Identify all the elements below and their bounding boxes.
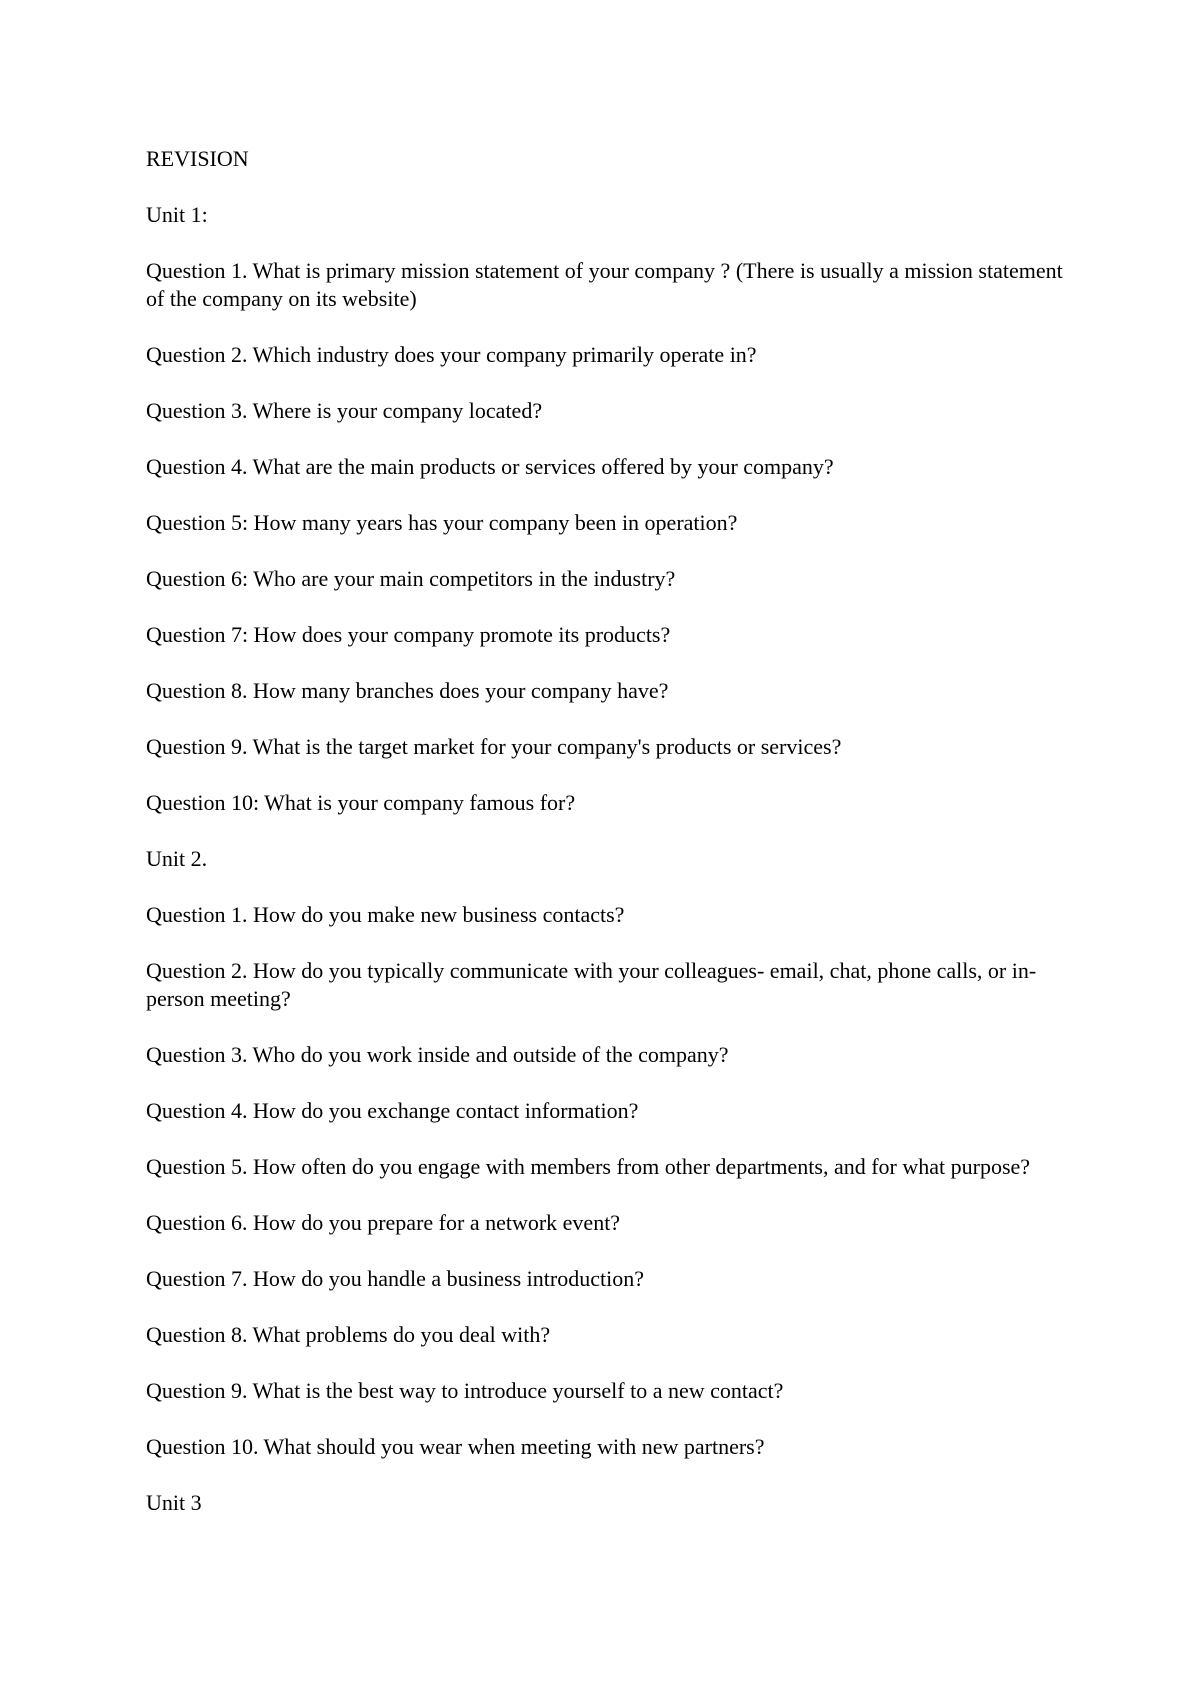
unit-2-heading: Unit 2. xyxy=(146,846,208,871)
unit-1-question-2: Question 2. Which industry does your company primarily operate in? xyxy=(146,342,757,367)
unit-1-question-7: Question 7: How does your company promote its products? xyxy=(146,622,671,647)
unit-2-question-8: Question 8. What problems do you deal with? xyxy=(146,1322,551,1347)
unit-3-heading: Unit 3 xyxy=(146,1490,202,1515)
unit-2-question-3: Question 3. Who do you work inside and outside of the company? xyxy=(146,1042,729,1067)
unit-1-question-10: Question 10: What is your company famous for? xyxy=(146,790,576,815)
unit-2-question-1: Question 1. How do you make new business contacts? xyxy=(146,902,625,927)
unit-1-question-6: Question 6: Who are your main competitors in the industry? xyxy=(146,566,676,591)
unit-1-question-1: Question 1. What is primary mission statement of your company ? (There is usually a mission statement of the company on its website) xyxy=(146,258,1063,311)
unit-1-question-8: Question 8. How many branches does your company have? xyxy=(146,678,669,703)
unit-2-question-10: Question 10. What should you wear when meeting with new partners? xyxy=(146,1434,765,1459)
document-title: REVISION xyxy=(146,146,249,171)
unit-1-question-9: Question 9. What is the target market for your company's products or services? xyxy=(146,734,842,759)
unit-1-question-3: Question 3. Where is your company located? xyxy=(146,398,543,423)
unit-2-question-9: Question 9. What is the best way to introduce yourself to a new contact? xyxy=(146,1378,784,1403)
unit-2-question-5: Question 5. How often do you engage with members from other departments, and for what purpose? xyxy=(146,1154,1031,1179)
document-body xyxy=(146,145,1076,1545)
unit-2-question-2: Question 2. How do you typically communicate with your colleagues- email, chat, phone calls, or in-person meeting? xyxy=(146,958,1037,1011)
unit-2-question-7: Question 7. How do you handle a business introduction? xyxy=(146,1266,644,1291)
unit-1-question-4: Question 4. What are the main products or services offered by your company? xyxy=(146,454,834,479)
unit-2-question-4: Question 4. How do you exchange contact information? xyxy=(146,1098,639,1123)
unit-1-question-5: Question 5: How many years has your company been in operation? xyxy=(146,510,738,535)
unit-1-heading: Unit 1: xyxy=(146,202,208,227)
unit-2-question-6: Question 6. How do you prepare for a network event? xyxy=(146,1210,621,1235)
